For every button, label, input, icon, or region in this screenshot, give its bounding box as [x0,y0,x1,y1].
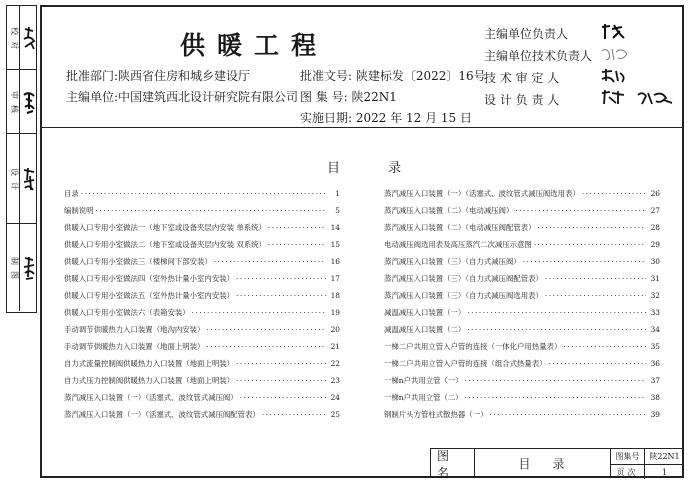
entry-title: 蒸汽减压入口装置（三）（自力式减压阀配管表） [384,274,543,283]
dot-leader [192,304,326,321]
contents-entry [384,372,660,389]
contents-entry [384,236,660,253]
entry-page: 37 [650,376,660,385]
atlas-number: 图 集 号: 陕22N1 [300,90,397,104]
entry-title: 蒸汽减压入口装置（一）（活塞式、波纹管式减压阀选用表） [384,189,580,198]
entry-page: 5 [335,206,340,215]
contents-entry [384,270,660,287]
entry-page: 25 [330,410,340,419]
entry-title: 蒸汽减压入口装置（二）（电动减压阀配管表） [384,223,536,232]
signature-icon [21,134,36,223]
entry-title: 供暖入口专用小室做法四（室外热计量小室内安装） [64,274,234,283]
entry-page: 31 [650,274,660,283]
dot-leader [563,338,646,355]
approval-number: 批准文号: 陕建标发〔2022〕16号 [300,69,486,83]
signature-icon [21,6,36,69]
dot-leader [268,236,326,253]
strip-label-char: 图 [9,270,19,279]
entry-page: 18 [330,291,340,300]
header [42,7,682,128]
entry-page: 30 [650,257,660,266]
dot-leader [549,355,646,372]
contents-entry [384,202,660,219]
entry-title: 供暖入口专用小室做法三（楼梯间下部安装） [64,257,212,266]
responsible-label: 主编单位负责人 [484,27,569,41]
entry-title: 一梯二户共用立管入户管的连接（组合式热量表） [384,359,547,368]
entry-page: 14 [330,223,340,232]
contents-entry [384,287,660,304]
responsible-row [484,69,588,91]
contents-title: 目 录 [327,161,424,176]
strip-label-char: 制 [9,256,19,265]
contents-entry [64,372,340,389]
atlas-number-label: 图集号 [611,449,645,464]
dot-leader [545,270,646,287]
implementation-date: 实施日期: 2022 年 12 月 15 日 [300,111,473,125]
dot-leader [515,202,646,219]
entry-title: 蒸汽减压入口装置（一）（活塞式、波纹管式减压阀配管表） [64,410,260,419]
contents-entry [64,321,340,338]
contents-entry [384,389,660,406]
approving-department: 批准部门:陕西省住房和城乡建设厅 [66,69,251,83]
approval-strip [6,5,37,313]
entry-title: 手动调节供暖热力入口装置（地沟内安装） [64,325,205,334]
contents-entry [64,270,340,287]
dot-leader [545,287,646,304]
page-title: 供暖工程 [180,31,329,60]
title-block [430,448,684,478]
dot-leader [81,185,326,202]
entry-page: 19 [330,308,340,317]
chief-editor-unit: 主编单位:中国建筑西北设计研究院有限公司 [66,90,299,104]
entry-title: 供暖入口专用小室做法六（表箱安装） [64,308,190,317]
entry-page: 16 [330,257,340,266]
entry-title: 供暖入口专用小室做法一（地下室或设备夹层内安装 单系统） [64,223,266,232]
entry-page: 22 [330,359,340,368]
strip-cell-drawing [7,224,36,311]
contents-entry [384,355,660,372]
dot-leader [538,219,646,236]
contents-entry [384,321,660,338]
contents-entry [64,406,340,423]
entry-page: 32 [650,291,660,300]
contents-entry [64,219,340,236]
dot-leader [262,406,326,423]
contents-entry [384,185,660,202]
responsible-label: 主编单位技术负责人 [484,49,593,63]
entry-title: 一梯二户共用立管入户管的连接（一体化户用热量表） [384,342,562,351]
strip-cell-design [7,134,36,224]
signature-icon [21,224,36,311]
dot-leader [465,389,646,406]
strip-label [8,70,20,133]
entry-title: 一梯n户共用立管（一） [384,376,463,385]
contents-entry [384,253,660,270]
entry-page: 20 [330,325,340,334]
contents-entry [384,338,660,355]
entry-title: 目录 [64,189,79,198]
entry-title: 减温减压入口装置（一） [384,308,466,317]
entry-title: 蒸汽减压入口装置（三）（自力式减压阀选用表） [384,291,543,300]
strip-label-char: 计 [9,181,19,190]
dot-leader [236,372,326,389]
entry-page: 15 [330,240,340,249]
atlas-number-row [611,449,684,464]
signature-icon [600,45,630,63]
strip-label-char: 审 [9,90,19,99]
dot-leader [236,287,326,304]
page-number-label: 页次 [611,465,645,479]
dot-leader [206,321,326,338]
strip-cell-review [7,70,36,134]
title-block-info [611,449,684,478]
entry-page: 36 [650,359,660,368]
strip-label-char: 校 [9,26,19,35]
entry-page: 38 [650,393,660,402]
page-number-value: 1 [661,467,668,477]
responsible-label: 技 术 审 定 人 [484,71,560,85]
contents-right-column [384,185,660,423]
responsible-label: 设 计 负 责 人 [484,93,560,107]
responsible-row [484,25,588,47]
entry-page: 1 [335,189,340,198]
contents-entry [64,355,340,372]
strip-label-char: 核 [9,104,19,113]
entry-title: 钢制片头方管柱式散热器（一） [384,410,488,419]
entry-title: 编制说明 [64,206,94,215]
entry-page: 35 [650,342,660,351]
signature-icon [600,23,626,41]
entry-page: 28 [650,223,660,232]
entry-page: 29 [650,240,660,249]
contents-entry [64,338,340,355]
dot-leader [465,372,646,389]
entry-page: 39 [650,410,660,419]
entry-title: 供暖入口专用小室做法二（地下室或设备夹层内安装 双系统） [64,240,266,249]
contents-entry [64,236,340,253]
responsible-row [484,47,593,69]
contents-entry [384,406,660,423]
entry-page: 34 [650,325,660,334]
entry-title: 自力式压力控制阀供暖热力入口装置（地面上明装） [64,376,234,385]
drawing-name: 目录 [475,449,611,478]
entry-title: 蒸汽减压入口装置（二）（电动减压阀） [384,206,514,215]
contents-entry [64,185,340,202]
dot-leader [268,219,326,236]
strip-label-char: 对 [9,40,19,49]
entry-page: 24 [330,393,340,402]
dot-leader [96,202,326,219]
strip-label [8,134,20,223]
atlas-number-value: 陕22N1 [649,452,680,461]
responsible-persons [484,25,593,113]
contents-entry [384,304,660,321]
entry-title: 一梯n户共用立管（二） [384,393,463,402]
entry-page: 33 [650,308,660,317]
contents-entry [64,287,340,304]
dot-leader [489,406,646,423]
dot-leader [467,321,646,338]
entry-page: 23 [330,376,340,385]
strip-cell-proofread [7,6,36,70]
entry-title: 电动减压阀选用表及高压蒸汽二次减压示意图 [384,240,532,249]
signature-icon [21,70,36,133]
dot-leader [467,304,646,321]
strip-label [8,224,20,311]
contents-entry [64,389,340,406]
signature-icon [600,67,628,85]
dot-leader [214,253,326,270]
entry-title: 手动调节供暖热力入口装置（地面上明装） [64,342,205,351]
dot-leader [240,389,326,406]
dot-leader [206,338,326,355]
entry-page: 26 [650,189,660,198]
entry-title: 自力式流量控制阀供暖热力入口装置（地面上明装） [64,359,234,368]
responsible-row [484,91,588,113]
drawing-name-label: 图名 [431,449,475,478]
contents-entry [384,219,660,236]
entry-title: 供暖入口专用小室做法五（室外热计量小室内安装） [64,291,234,300]
contents-entry [64,202,340,219]
drawing-frame [40,5,684,478]
entry-title: 蒸汽减压入口装置（三）（自力式减压阀） [384,257,521,266]
strip-label-char: 设 [9,167,19,176]
contents-left-column [64,185,340,423]
dot-leader [236,270,326,287]
entry-page: 27 [650,206,660,215]
dot-leader [534,236,646,253]
contents-entry [64,253,340,270]
entry-title: 减温减压入口装置（二） [384,325,466,334]
entry-page: 17 [330,274,340,283]
page-number-row [611,464,684,479]
dot-leader [236,355,326,372]
entry-title: 蒸汽减压入口装置（一）（活塞式、波纹管式减压阀） [64,393,238,402]
dot-leader [582,185,646,202]
strip-label [8,6,20,69]
signature-icon [600,89,674,107]
contents-entry [64,304,340,321]
dot-leader [523,253,646,270]
entry-page: 21 [330,342,340,351]
